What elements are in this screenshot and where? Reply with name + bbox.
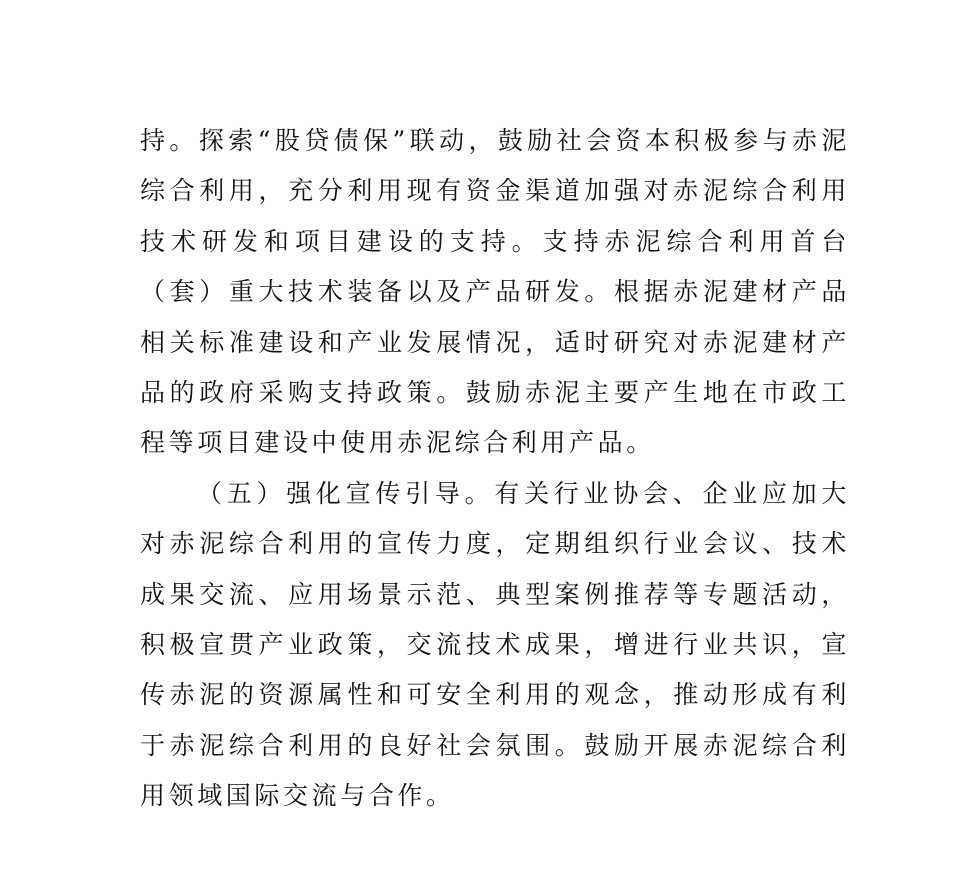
document-body: [140, 116, 850, 822]
paragraph-section-five: （五）强化宣传引导。有关行业协会、企业应加大对赤泥综合利用的宣传力度，定期组织行业会议、技术成果交流、应用场景示范、典型案例推荐等专题活动，积极宣贯产业政策，交流技术成果，增进行业共识，宣传赤泥的资源属性和可安全利用的观念，推动形成有利于赤泥综合利用的良好社会氛围。鼓励开展赤泥综合利用领域国际交流与合作。: [140, 478, 850, 811]
paragraph-continuation: 持。探索“股贷债保”联动，鼓励社会资本积极参与赤泥综合利用，充分利用现有资金渠道加强对赤泥综合利用技术研发和项目建设的支持。支持赤泥综合利用首台（套）重大技术装备以及产品研发。根据赤泥建材产品相关标准建设和产业发展情况，适时研究对赤泥建材产品的政府采购支持政策。鼓励赤泥主要产生地在市政工程等项目建设中使用赤泥综合利用产品。: [140, 126, 850, 458]
